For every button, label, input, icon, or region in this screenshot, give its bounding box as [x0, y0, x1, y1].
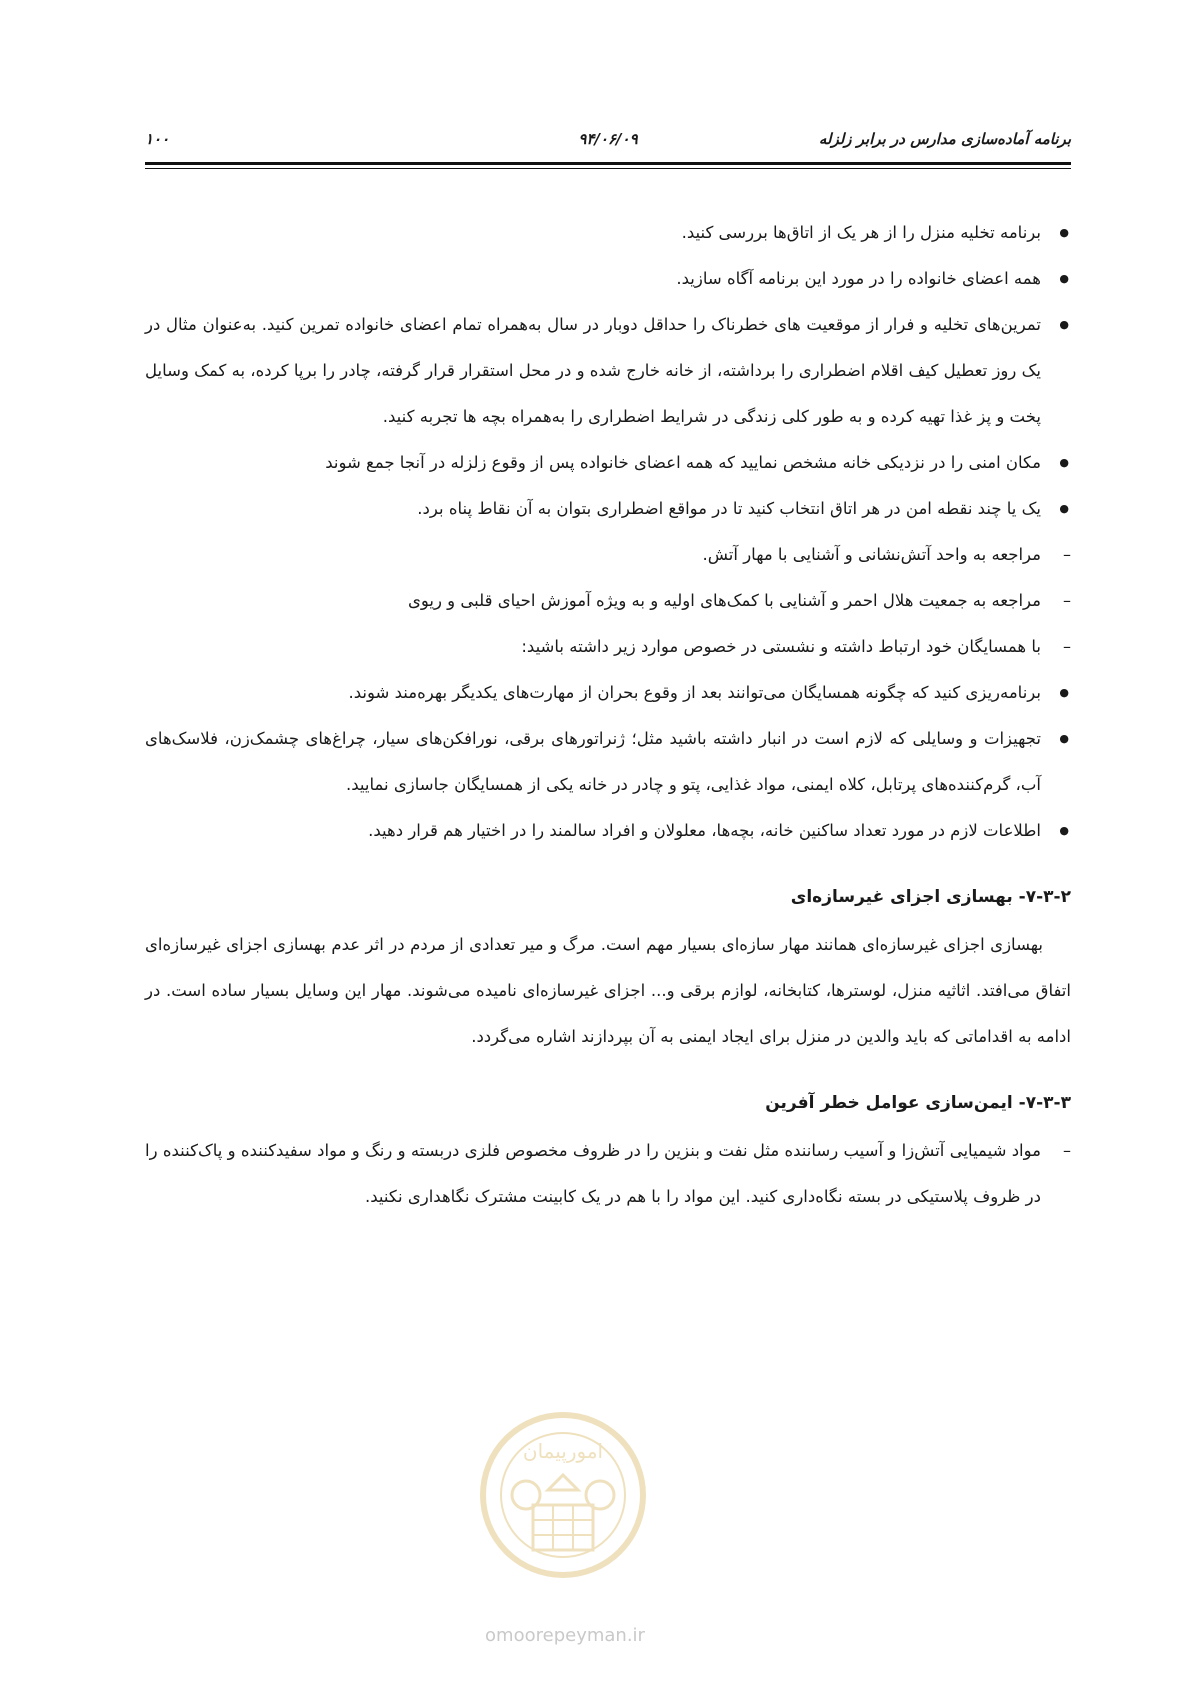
section-heading: ۷-۳-۲- بهسازی اجزای غیرسازه‌ای	[790, 887, 1071, 907]
watermark-site-text: omoorepeyman.ir	[485, 1625, 645, 1646]
list-item: ● تجهیزات و وسایلی که لازم است در انبار داشته باشید مثل؛ ژنراتورهای برقی، نورافکن‌های سیار، چراغ‌های چشمک‌زن، فلاسک‌های آب، گرم‌کننده‌های پرتابل، کلاه ایمنی، مواد غذایی، پتو و چادر در خانه یکی از همسایگان جاسازی نمایید.	[145, 716, 1071, 808]
svg-text:امورپیمان: امورپیمان	[522, 1439, 604, 1463]
list-item: – مراجعه به واحد آتش‌نشانی و آشنایی با مهار آتش.	[145, 532, 1071, 578]
page-number: ۱۰۰	[145, 130, 170, 148]
document-body	[145, 210, 1071, 1220]
list-item: ● همه اعضای خانواده را در مورد این برنامه آگاه سازید.	[145, 256, 1071, 302]
section-paragraph: بهسازی اجزای غیرسازه‌ای همانند مهار سازه‌ای بسیار مهم است. مرگ و میر تعدادی از مردم در اثر عدم بهسازی اجزای غیرسازه‌ای اتفاق می‌افتد. اثاثیه منزل، لوسترها، کتابخانه، لوازم برقی و... اجزای غیرسازه‌ای نامیده می‌شوند. مهار این وسایل بسیار ساده است. در ادامه به اقداماتی که باید والدین در منزل برای ایجاد ایمنی به آن بپردازند اشاره می‌گردد.	[145, 935, 1071, 1046]
preparedness-list	[145, 210, 1071, 854]
list-item: ● تمرین‌های تخلیه و فرار از موقعیت های خطرناک را حداقل دوبار در سال به‌همراه تمام اعضای خانواده تمرین کنید. به‌عنوان مثال در یک روز تعطیل کیف اقلام اضطراری را برداشته، از خانه خارج شده و در محل استقرار قرار گرفته، چادر را برپا کرده، به کمک وسایل پخت و پز غذا تهیه کرده و به طور کلی زندگی در شرایط اضطراری را به‌همراه بچه ها تجربه کنید.	[145, 302, 1071, 440]
header-rule-thick	[145, 162, 1071, 165]
header-rule-thin	[145, 168, 1071, 169]
watermark-seal	[478, 1410, 648, 1580]
list-item: ● برنامه تخلیه منزل را از هر یک از اتاق‌ها بررسی کنید.	[145, 210, 1071, 256]
list-item: – با همسایگان خود ارتباط داشته و نشستی در خصوص موارد زیر داشته باشید:	[145, 624, 1071, 670]
page-header	[145, 130, 1071, 152]
header-title: برنامه آماده‌سازی مدارس در برابر زلزله	[818, 130, 1071, 148]
list-item: – مواد شیمیایی آتش‌زا و آسیب رساننده مثل نفت و بنزین را در ظروف مخصوص فلزی دربسته و رنگ و مواد سفیدکننده و پاک‌کننده را در ظروف پلاستیکی در بسته نگاه‌داری کنید. این مواد را با هم در یک کابینت مشترک نگاهداری نکنید.	[145, 1128, 1071, 1220]
section-heading: ۷-۳-۳- ایمن‌سازی عوامل خطر آفرین	[765, 1093, 1071, 1113]
list-item: ● یک یا چند نقطه امن در هر اتاق انتخاب کنید تا در مواقع اضطراری بتوان به آن نقاط پناه برد.	[145, 486, 1071, 532]
list-item: ● برنامه‌ریزی کنید که چگونه همسایگان می‌توانند بعد از وقوع بحران از مهارت‌های یکدیگر بهره‌مند شوند.	[145, 670, 1071, 716]
hazard-list	[145, 1128, 1071, 1220]
list-item: ● مکان امنی را در نزدیکی خانه مشخص نمایید که همه اعضای خانواده پس از وقوع زلزله در آنجا جمع شوند	[145, 440, 1071, 486]
list-item: – مراجعه به جمعیت هلال احمر و آشنایی با کمک‌های اولیه و به ویژه آموزش احیای قلبی و ریوی	[145, 578, 1071, 624]
list-item: ● اطلاعات لازم در مورد تعداد ساکنین خانه، بچه‌ها، معلولان و افراد سالمند را در اختیار هم قرار دهید.	[145, 808, 1071, 854]
header-date: ۹۴/۰۶/۰۹	[578, 130, 638, 148]
